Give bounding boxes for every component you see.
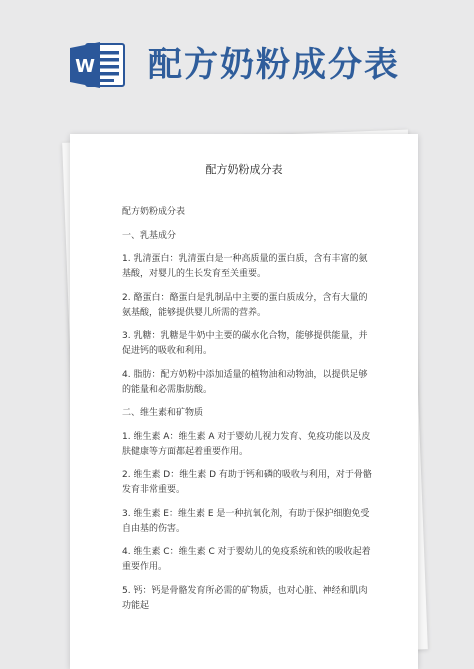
paragraph: 3. 维生素 E：维生素 E 是一种抗氧化剂，有助于保护细胞免受自由基的伤害。 <box>122 508 370 534</box>
paragraph: 5. 钙：钙是骨骼发育所必需的矿物质，也对心脏、神经和肌肉功能起 <box>122 585 368 611</box>
paragraph: 4. 维生素 C：维生素 C 对于婴幼儿的免疫系统和铁的吸收起着重要作用。 <box>122 547 371 572</box>
paragraph: 2. 维生素 D：维生素 D 有助于钙和磷的吸收与利用，对于骨骼发育非常重要。 <box>122 470 372 495</box>
section-heading: 二、维生素和矿物质 <box>122 408 204 418</box>
paragraph: 2. 酪蛋白：酪蛋白是乳制品中主要的蛋白质成分，含有大量的氨基酸，能够提供婴儿所需的营养。 <box>122 292 368 318</box>
section-heading: 一、乳基成分 <box>122 230 177 241</box>
paragraph: 3. 乳糖：乳糖是牛奶中主要的碳水化合物，能够提供能量，并促进钙的吸收和利用。 <box>122 331 368 356</box>
paragraph: 1. 乳清蛋白：乳清蛋白是一种高质量的蛋白质，含有丰富的氨基酸，对婴儿的生长发育至关重要。 <box>122 254 368 279</box>
document-body <box>122 205 374 622</box>
document-page <box>70 134 418 669</box>
word-icon <box>70 40 126 90</box>
header-banner <box>0 0 474 120</box>
paragraph: 1. 维生素 A：维生素 A 对于婴幼儿视力发育、免疫功能以及皮肤健康等方面都起着重要作用。 <box>122 431 371 457</box>
paragraph: 4. 脂肪：配方奶粉中添加适量的植物油和动物油，以提供足够的能量和必需脂肪酸。 <box>122 369 368 395</box>
svg-text:W: W <box>75 56 95 77</box>
document-title: 配方奶粉成分表 <box>205 163 283 176</box>
paragraph: 配方奶粉成分表 <box>122 207 186 217</box>
watermark <box>27 192 45 211</box>
header-title: 配方奶粉成分表 <box>148 45 400 85</box>
